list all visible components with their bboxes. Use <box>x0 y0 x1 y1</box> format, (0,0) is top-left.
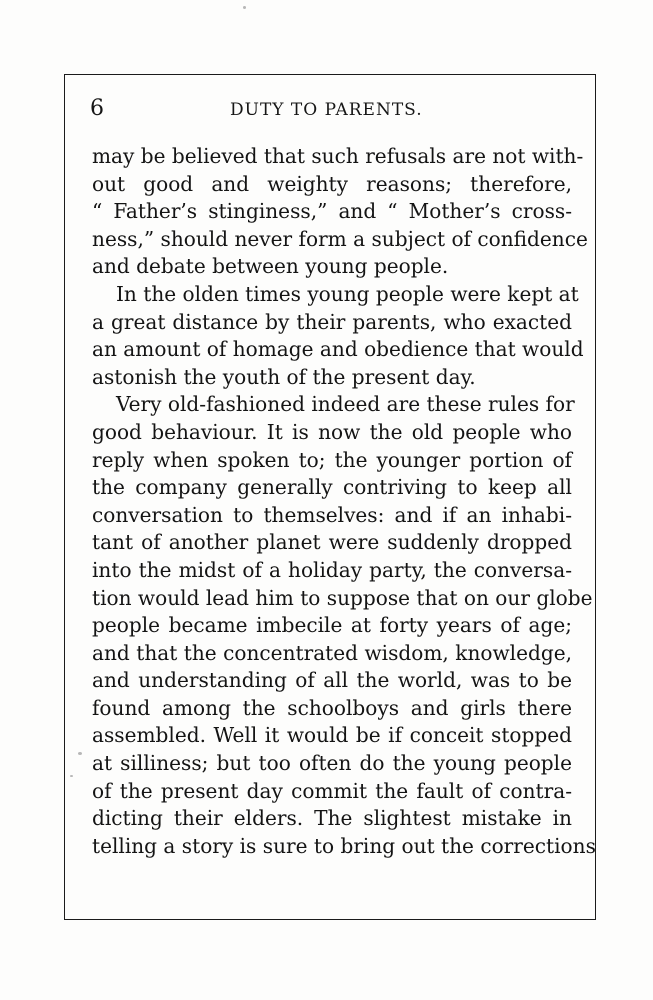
paper-speck <box>243 6 246 9</box>
text-line: and understanding of all the world, was to be <box>92 668 572 693</box>
text-line: astonish the youth of the present day. <box>92 364 476 389</box>
text-line: at silliness; but too often do the young people <box>92 751 572 776</box>
text-line: ness,” should never form a subject of confidence <box>92 226 588 251</box>
paper-speck <box>70 775 73 777</box>
text-line: tion would lead him to suppose that on our globe <box>92 585 593 610</box>
text-line: tant of another planet were suddenly dropped <box>92 530 572 555</box>
text-line: reply when spoken to; the younger portion of <box>92 447 572 472</box>
text-line: an amount of homage and obedience that would <box>92 337 584 362</box>
text-line: In the olden times young people were kept at <box>116 281 579 306</box>
text-line: out good and weighty reasons; therefore, <box>92 171 572 196</box>
running-head: DUTY TO PARENTS. <box>230 100 423 120</box>
text-line: into the midst of a holiday party, the conversa- <box>92 557 572 582</box>
text-line: people became imbecile at forty years of age; <box>92 613 572 638</box>
text-line: and that the concentrated wisdom, knowledge, <box>92 640 572 665</box>
text-line: good behaviour. It is now the old people who <box>92 419 572 444</box>
text-line: assembled. Well it would be if conceit stopped <box>92 723 572 748</box>
text-line: telling a story is sure to bring out the corrections <box>92 833 596 858</box>
text-line: “ Father’s stinginess,” and “ Mother’s cross- <box>92 199 572 224</box>
text-line: the company generally contriving to keep all <box>92 475 572 500</box>
text-line: found among the schoolboys and girls there <box>92 695 572 720</box>
page-number: 6 <box>90 96 104 121</box>
text-line: and debate between young people. <box>92 254 449 279</box>
text-line: of the present day commit the fault of contra- <box>92 778 572 803</box>
body-text <box>92 143 596 860</box>
paper-speck <box>78 752 82 755</box>
text-line: may be believed that such refusals are not with- <box>92 144 584 168</box>
text-line: a great distance by their parents, who exacted <box>92 309 572 334</box>
page-header <box>90 97 596 121</box>
text-line: dicting their elders. The slightest mistake in <box>92 806 572 831</box>
text-line: conversation to themselves: and if an inhabi- <box>92 502 572 527</box>
text-line: Very old-fashioned indeed are these rules for <box>116 392 575 417</box>
